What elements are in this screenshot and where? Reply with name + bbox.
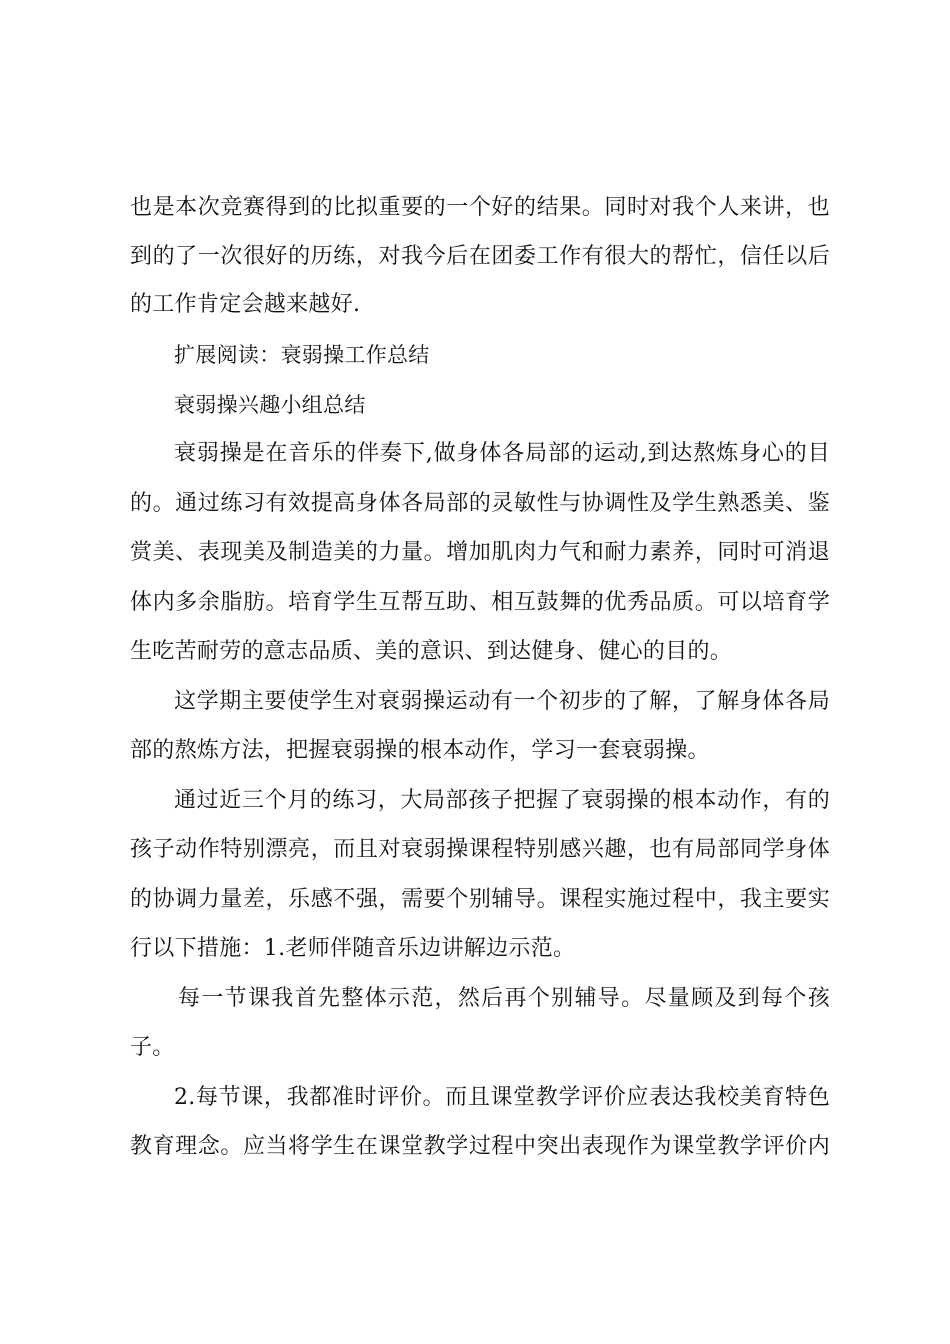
section-heading: 扩展阅读：衰弱操工作总结 (174, 343, 430, 367)
paragraph-line: 的。通过练习有效提高身体各局部的灵敏性与协调性及学生熟悉美、鉴 (130, 491, 830, 516)
paragraph-line: 衰弱操是在音乐的伴奏下,做身体各局部的运动,到达熬炼身心的目 (174, 441, 830, 466)
paragraph-line: 也是本次竞赛得到的比拟重要的一个好的结果。同时对我个人来讲，也 (130, 195, 830, 220)
paragraph-line: 子。 (130, 1035, 175, 1060)
paragraph-line: 到的了一次很好的历练，对我今后在团委工作有很大的帮忙，信任以后 (130, 244, 830, 269)
paragraph-line: 通过近三个月的练习，大局部孩子把握了衰弱操的根本动作，有的 (174, 788, 830, 813)
paragraph-line: 行以下措施：1.老师伴随音乐边讲解边示范。 (130, 936, 576, 961)
paragraph-line: 教育理念。应当将学生在课堂教学过程中突出表现作为课堂教学评价内 (130, 1134, 830, 1159)
paragraph-line: 体内多余脂肪。培育学生互帮互助、相互鼓舞的优秀品质。可以培育学 (130, 590, 830, 615)
paragraph-line: 赏美、表现美及制造美的力量。增加肌肉力气和耐力素养，同时可消退 (130, 540, 830, 565)
paragraph-line: 的协调力量差，乐感不强，需要个别辅导。课程实施过程中，我主要实 (130, 887, 830, 912)
section-heading: 衰弱操兴趣小组总结 (174, 393, 366, 417)
paragraph-line: 部的熬炼方法，把握衰弱操的根本动作，学习一套衰弱操。 (130, 738, 710, 763)
paragraph-line: 孩子动作特别漂亮，而且对衰弱操课程特别感兴趣，也有局部同学身体 (130, 837, 830, 862)
paragraph-line: 2.每节课，我都准时评价。而且课堂教学评价应表达我校美育特色 (174, 1085, 830, 1110)
paragraph-line: 的工作肯定会越来越好. (130, 292, 361, 317)
paragraph-line: 每一节课我首先整体示范，然后再个别辅导。尽量顾及到每个孩 (178, 986, 830, 1011)
paragraph-line: 生吃苦耐劳的意志品质、美的意识、到达健身、健心的目的。 (130, 639, 733, 664)
paragraph-line: 这学期主要使学生对衰弱操运动有一个初步的了解，了解身体各局 (174, 689, 830, 714)
